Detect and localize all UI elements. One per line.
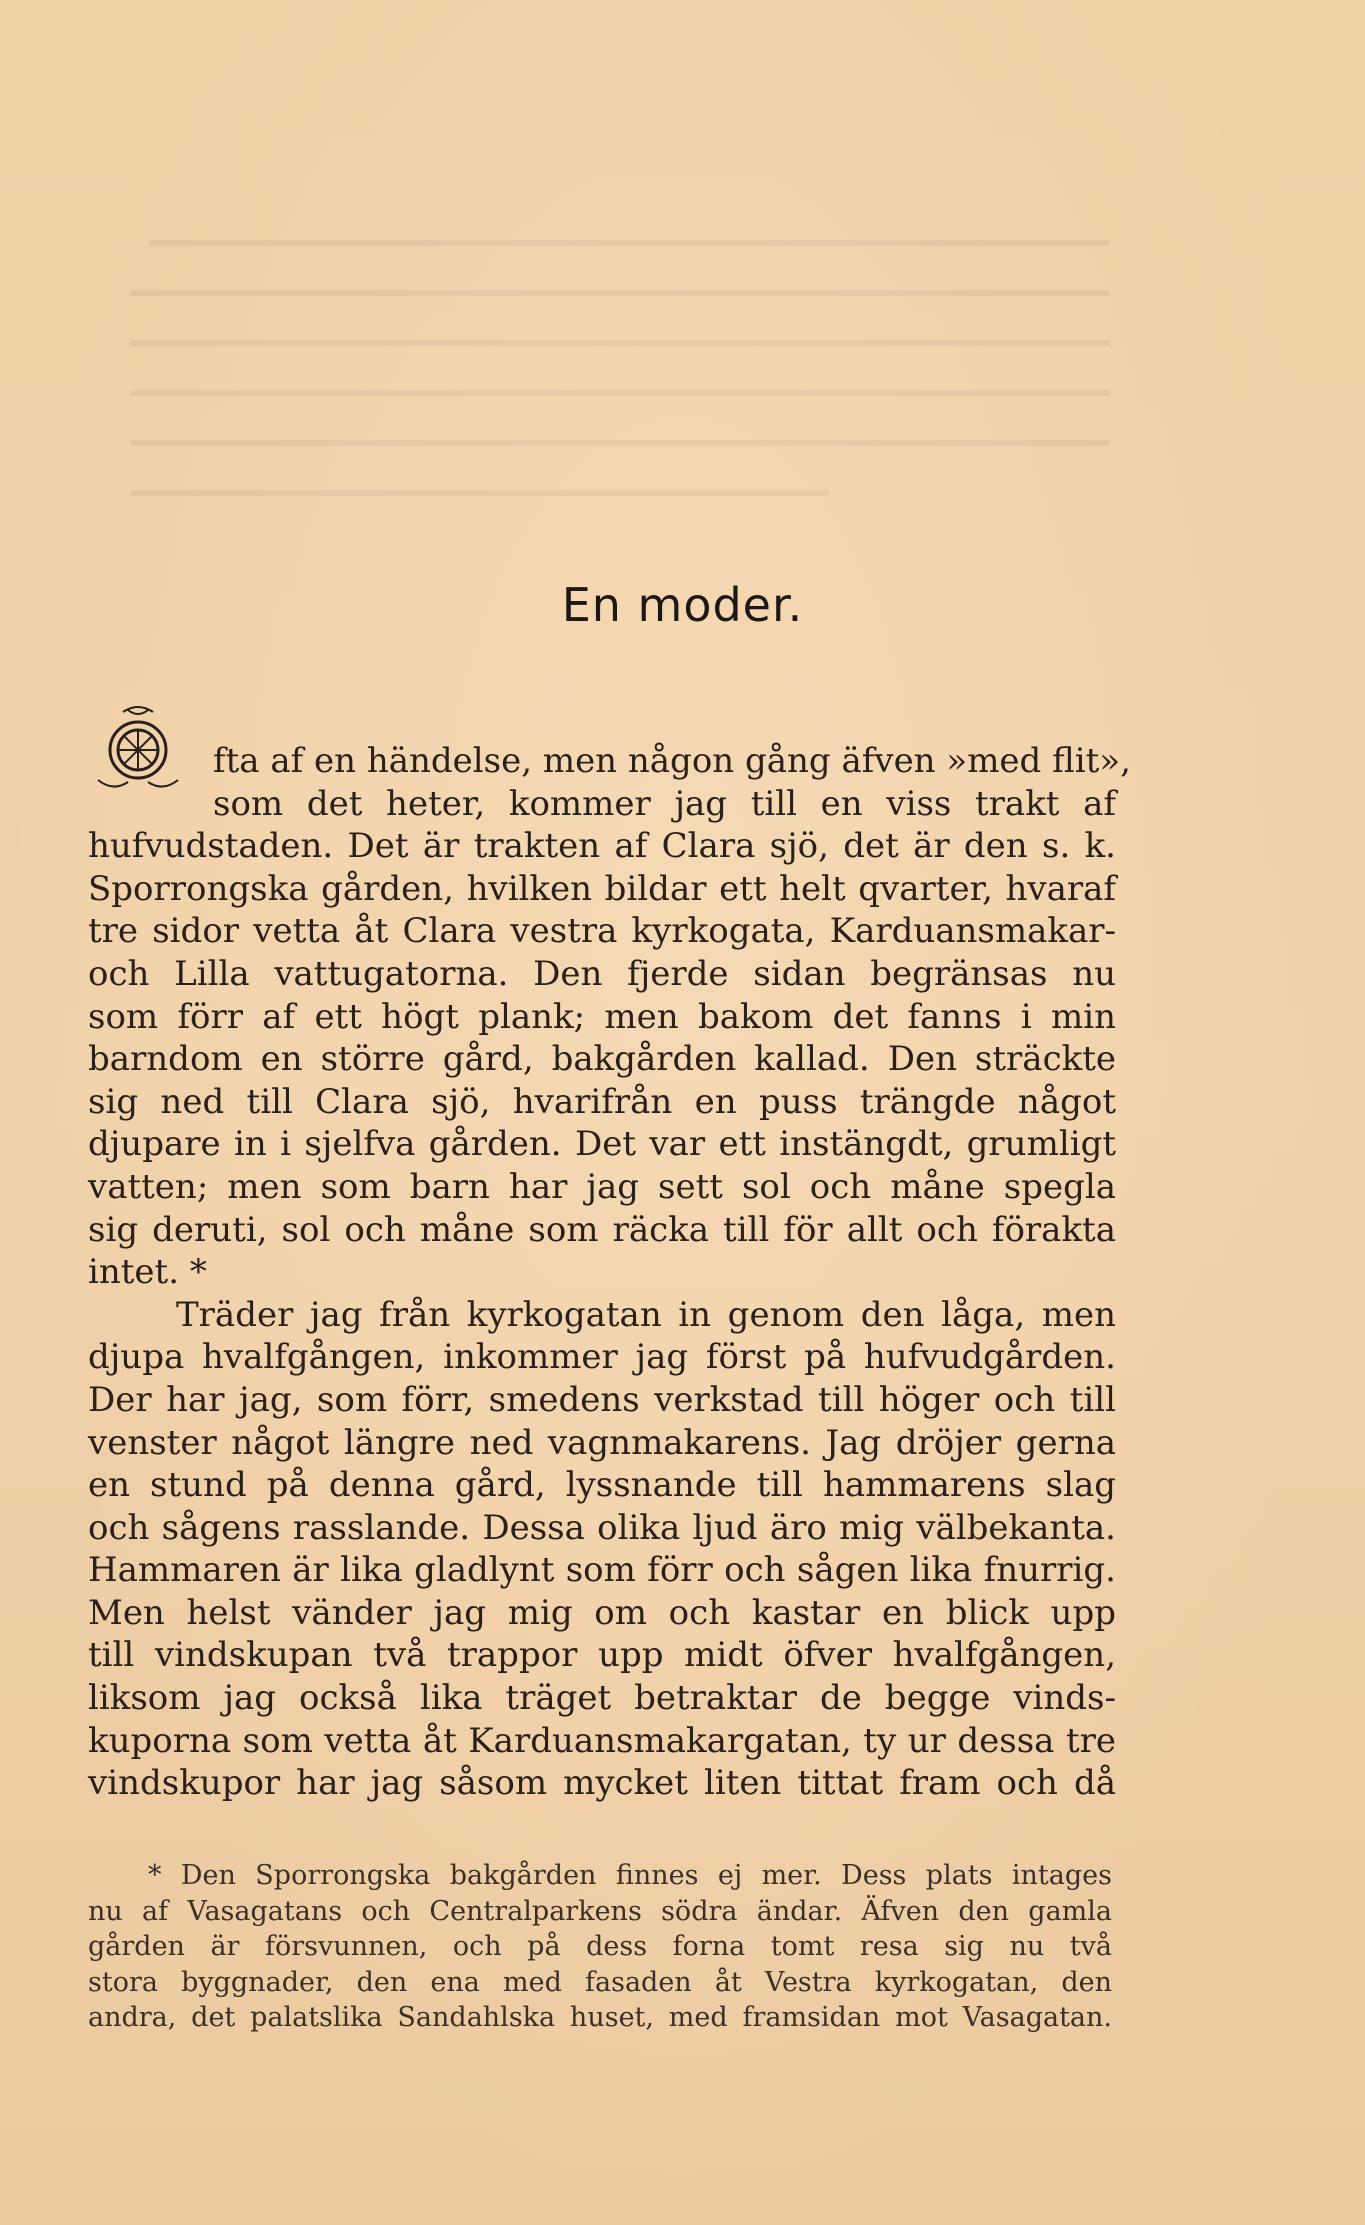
text-line: hufvudstaden. Det är trakten af Clara sjö, det är den s. k. xyxy=(88,826,1116,867)
footnote-line: gården är försvunnen, och på dess forna tomt resa sig nu två xyxy=(88,1931,1112,1962)
footnote-line: * Den Sporrongska bakgården finnes ej mer. Dess plats intages xyxy=(148,1860,1112,1891)
text-line: kuporna som vetta åt Karduansmakargatan, ty ur dessa tre xyxy=(88,1720,1116,1761)
text-line: Men helst vänder jag mig om och kastar en blick upp xyxy=(88,1592,1116,1633)
footnote-line: nu af Vasagatans och Centralparkens södra ändar. Äfven den gamla xyxy=(88,1895,1112,1927)
chapter-title: En moder. xyxy=(561,578,804,632)
footnote-line: stora byggnader, den ena med fasaden åt Vestra kyrkogatan, den xyxy=(88,1966,1112,1998)
text-line: Sporrongska gården, hvilken bildar ett helt qvarter, hvaraf xyxy=(88,868,1116,909)
text-line: som förr af ett högt plank; men bakom det fanns i min xyxy=(88,996,1116,1037)
footnote-line: andra, det palatslika Sandahlska huset, med framsidan mot Vasagatan. xyxy=(88,2002,1112,2033)
text-line: tre sidor vetta åt Clara vestra kyrkogata, Karduansmakar- xyxy=(88,911,1116,952)
text-line: Hammaren är lika gladlynt som förr och sågen lika fnurrig. xyxy=(88,1550,1116,1591)
text-line: intet. * xyxy=(88,1252,207,1293)
text-line: vatten; men som barn har jag sett sol och måne spegla xyxy=(88,1166,1116,1207)
text-line: till vindskupan två trappor upp midt öfver hvalfgången, xyxy=(88,1635,1116,1676)
text-line: och sågens rasslande. Dessa olika ljud äro mig välbekanta. xyxy=(88,1507,1116,1548)
text-line: venster något längre ned vagnmakarens. Jag dröjer gerna xyxy=(88,1422,1116,1463)
text-line: som det heter, kommer jag till en viss trakt af xyxy=(213,783,1116,824)
text-line: och Lilla vattugatorna. Den fjerde sidan begränsas nu xyxy=(88,953,1116,994)
text-line: vindskupor har jag såsom mycket liten tittat fram och då xyxy=(88,1763,1116,1804)
text-line: djupa hvalfgången, inkommer jag först på hufvudgården. xyxy=(88,1337,1116,1378)
text-line: fta af en händelse, men någon gång äfven »med flit», xyxy=(213,741,1131,781)
text-line: Träder jag från kyrkogatan in genom den låga, men xyxy=(176,1294,1116,1335)
text-line: liksom jag också lika träget betraktar de begge vinds- xyxy=(88,1678,1116,1719)
text-line: sig deruti, sol och måne som räcka till för allt och förakta xyxy=(88,1209,1116,1250)
text-line: en stund på denna gård, lyssnande till hammarens slag xyxy=(88,1465,1116,1506)
text-line: Der har jag, som förr, smedens verkstad till höger och till xyxy=(88,1379,1116,1420)
main-text xyxy=(88,740,1131,1805)
show-through-text xyxy=(110,180,1150,540)
footnote xyxy=(88,1858,1112,2036)
text-line: sig ned till Clara sjö, hvarifrån en puss trängde något xyxy=(88,1081,1116,1122)
text-line: barndom en större gård, bakgården kallad. Den sträckte xyxy=(88,1039,1116,1080)
text-line: djupare in i sjelfva gården. Det var ett instängdt, grumligt xyxy=(88,1124,1116,1165)
